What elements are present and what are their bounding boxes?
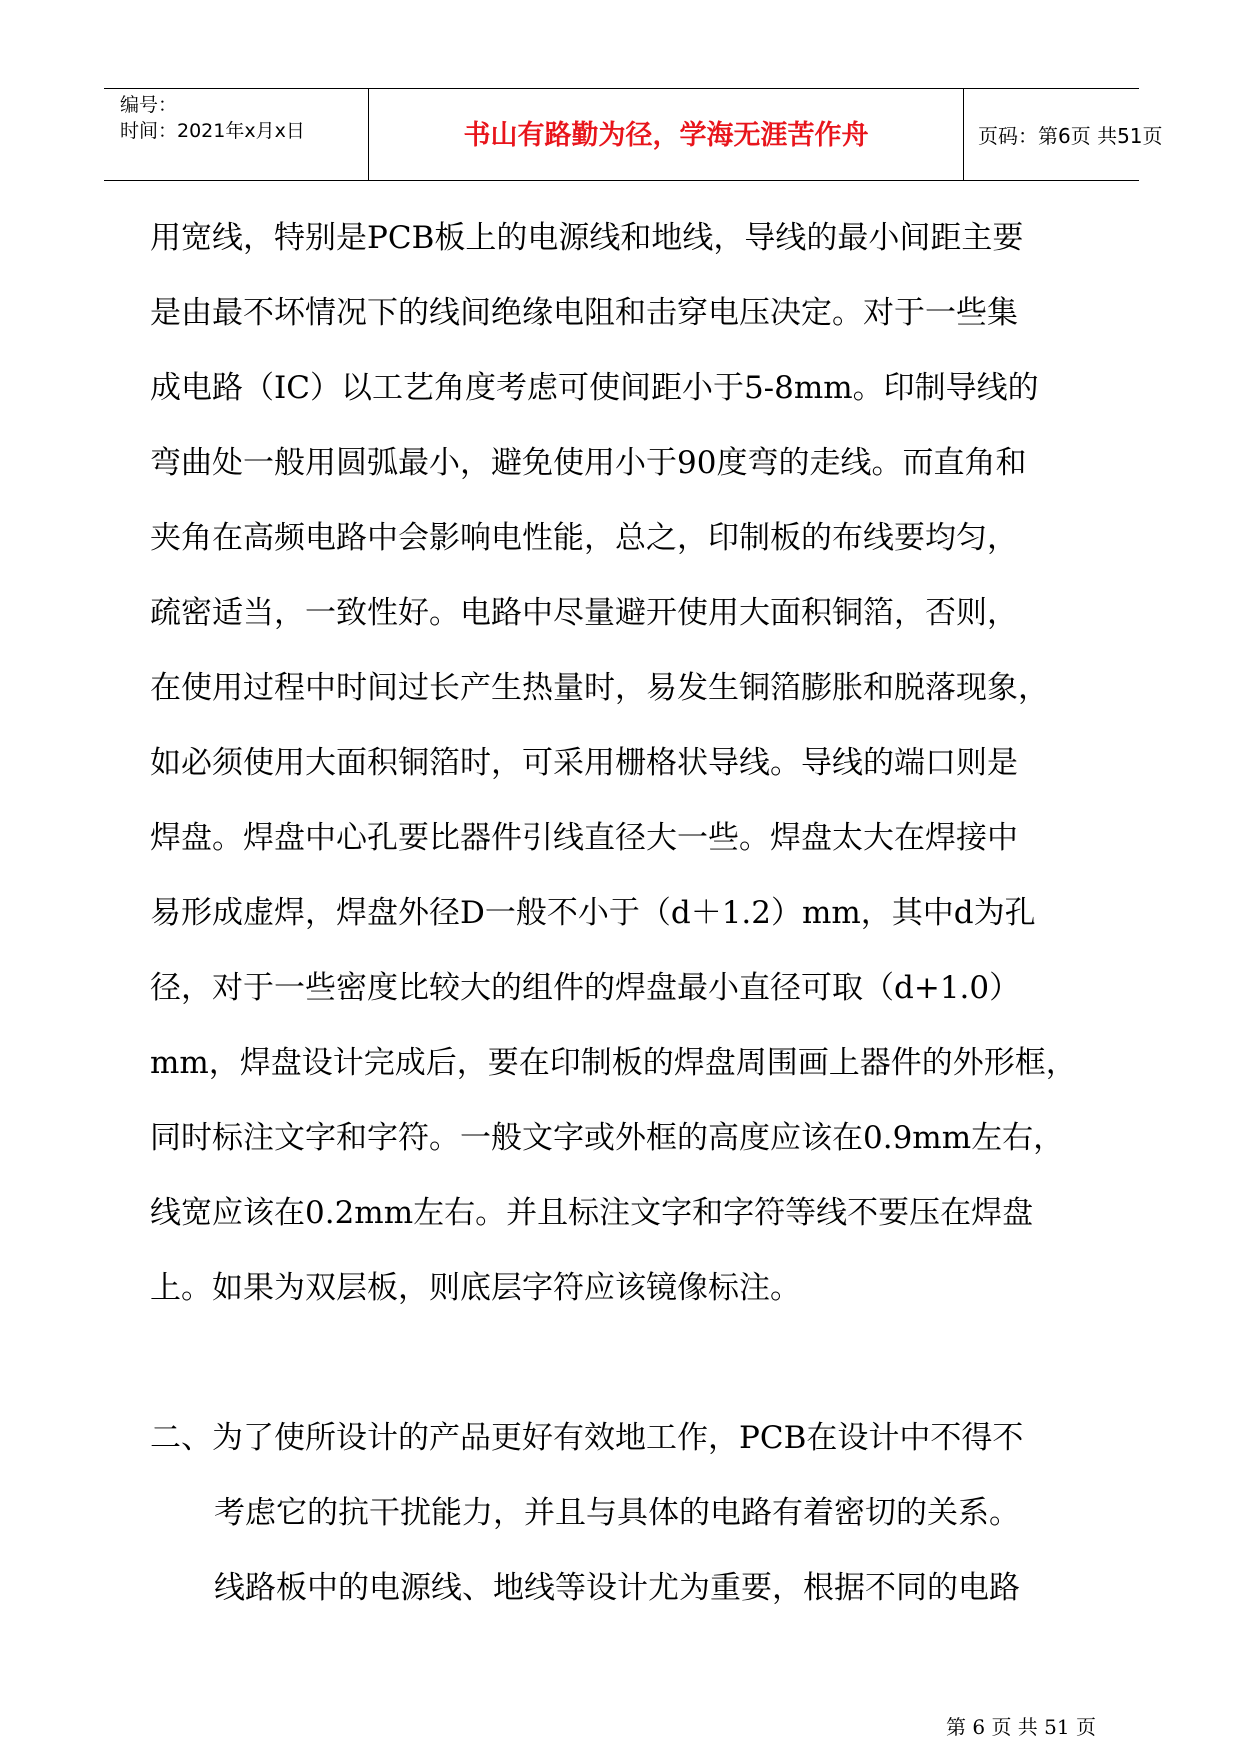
document-number-label: 编号： (120, 94, 178, 116)
paragraph-line: mm，焊盘设计完成后，要在印制板的焊盘周围画上器件的外形框， (150, 1045, 1077, 1081)
paragraph-line: 如必须使用大面积铜箔时，可采用栅格状导线。导线的端口则是 (150, 745, 1018, 781)
list-item-2-line: 考虑它的抗干扰能力，并且与具体的电路有着密切的关系。 (214, 1495, 1020, 1531)
paragraph-line: 径，对于一些密度比较大的组件的焊盘最小直径可取（d+1.0） (150, 970, 1021, 1006)
paragraph-line: 易形成虚焊，焊盘外径D一般不小于（d＋1.2）mm，其中d为孔 (150, 895, 1036, 931)
paragraph-line: 同时标注文字和字符。一般文字或外框的高度应该在0.9mm左右， (150, 1120, 1065, 1156)
paragraph-line: 线宽应该在0.2mm左右。并且标注文字和字符等线不要压在焊盘 (150, 1195, 1034, 1231)
paragraph-line: 弯曲处一般用圆弧最小，避免使用小于90度弯的走线。而直角和 (150, 445, 1027, 481)
document-body (150, 218, 1130, 1643)
paragraph-line: 上。如果为双层板，则底层字符应该镜像标注。 (150, 1270, 801, 1306)
paragraph-line: 夹角在高频电路中会影响电性能，总之，印制板的布线要均匀， (150, 520, 1018, 556)
page-footer-number: 第 6 页 共 51 页 (946, 1715, 1096, 1739)
paragraph-line: 焊盘。焊盘中心孔要比器件引线直径大一些。焊盘太大在焊接中 (150, 820, 1018, 856)
header-page-number: 页码：第6页 共51页 (978, 124, 1163, 148)
paragraph-line: 成电路（IC）以工艺角度考虑可使间距小于5-8mm。印制导线的 (150, 370, 1039, 406)
section-spacer (150, 1343, 1130, 1418)
paragraph-line: 在使用过程中时间过长产生热量时，易发生铜箔膨胀和脱落现象， (150, 670, 1049, 706)
header-middle-cell (368, 89, 964, 180)
paragraph-line: 疏密适当，一致性好。电路中尽量避开使用大面积铜箔，否则， (150, 595, 1018, 631)
document-time-label: 时间：2021年x月x日 (120, 120, 305, 142)
header-motto: 书山有路勤为径，学海无涯苦作舟 (463, 120, 869, 151)
page-header (104, 88, 1163, 181)
header-left-cell (104, 89, 368, 180)
paragraph-line: 用宽线，特别是PCB板上的电源线和地线，导线的最小间距主要 (150, 220, 1024, 256)
list-item-2-line: 二、为了使所设计的产品更好有效地工作，PCB在设计中不得不 (150, 1420, 1024, 1456)
header-right-cell (964, 89, 1163, 180)
list-item-2-line: 线路板中的电源线、地线等设计尤为重要，根据不同的电路 (214, 1570, 1020, 1606)
paragraph-line: 是由最不坏情况下的线间绝缘电阻和击穿电压决定。对于一些集 (150, 295, 1018, 331)
